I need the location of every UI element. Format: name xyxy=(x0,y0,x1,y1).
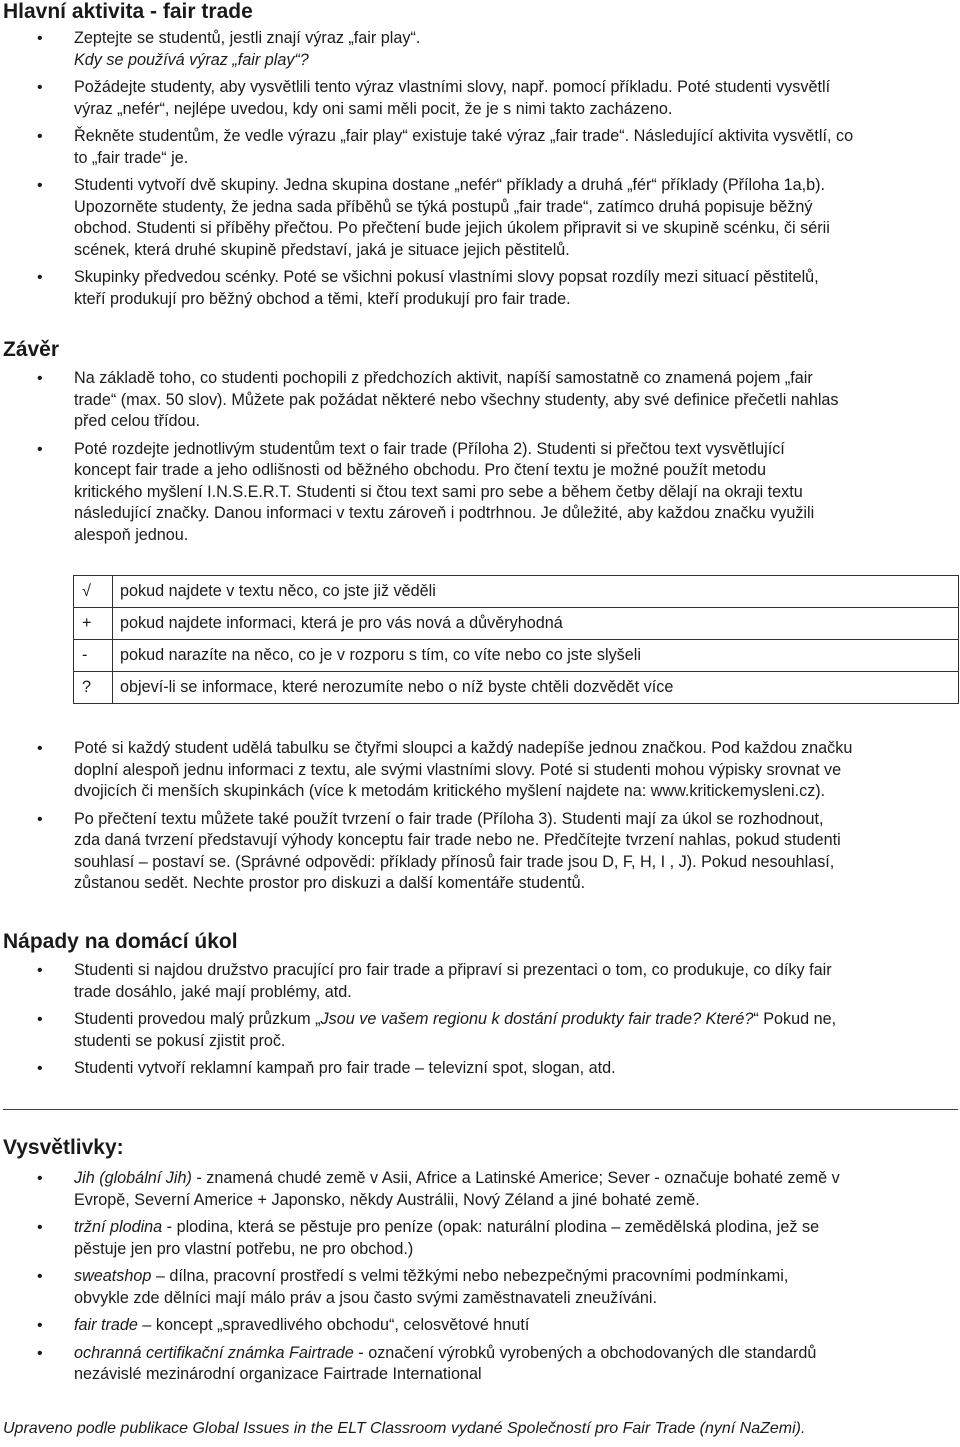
table-row xyxy=(74,608,959,640)
list-item: • Studenti si najdou družstvo pracující pro fair trade a připraví si prezentaci o tom, co produkuje, co díky fair trade dosáhlo, jaké mají problémy, atd. xyxy=(0,960,960,1003)
footer-wrap xyxy=(0,1420,960,1438)
conclusion-list-2 xyxy=(0,738,960,895)
source-note: Upraveno podle publikace Global Issues in the ELT Classroom vydané Společností pro Fair Trade (nyní NaZemi). xyxy=(3,1420,806,1437)
list-item: • Poté rozdejte jednotlivým studentům text o fair trade (Příloha 2). Studenti si přečtou text vysvětlující koncept fair trade a jeho odlišnosti od běžného obchodu. Pro čtení textu je možné použít metodu kritického myšlení I.N.S.E.R.T. Studenti si čtou text sami pro sebe a během četby dělají na okraji textu následující značky. Danou informaci v textu zároveň i podtrhnou. Je důležité, aby každou značku využili alespoň jednou. xyxy=(0,439,960,547)
mark-description: objeví-li se informace, které nerozumíte nebo o níž byste chtěli dozvědět více xyxy=(113,672,959,704)
list-item: • Na základě toho, co studenti pochopili z předchozích aktivit, napíší samostatně co znamená pojem „fair trade“ (max. 50 slov). Můžete pak požádat některé nebo všechny studenty, aby své definice přečetli nahlas před celou třídou. xyxy=(0,368,960,433)
insert-marks-table xyxy=(73,575,959,704)
list-item: • Studenti provedou malý průzkum „Jsou ve vašem regionu k dostání produkty fair trade? Které?“ Pokud ne, studenti se pokusí zjistit proč. xyxy=(0,1009,960,1052)
mark-description: pokud narazíte na něco, co je v rozporu s tím, co víte nebo co jste slyšeli xyxy=(113,640,959,672)
glossary-list xyxy=(0,1168,960,1386)
glossary-item: • tržní plodina - plodina, která se pěstuje pro peníze (opak: naturální plodina – zemědělská plodina, jež se pěstuje jen pro vlastní potřebu, ne pro obchod.) xyxy=(0,1217,960,1260)
glossary-item: • fair trade – koncept „spravedlivého obchodu“, celosvětové hnutí xyxy=(0,1315,960,1337)
list-item: • Studenti vytvoří dvě skupiny. Jedna skupina dostane „nefér“ příklady a druhá „fér“ příklady (Příloha 1a,b). Upozorněte studenty, že jedna sada příběhů se týká postupů „fair trade“, zatímco druhá popisuje běžný obchod. Studenti si příběhy přečtou. Po přečtení bude jejich úkolem připravit si ve skupině scénku, či sérii scének, která druhé skupině představí, jaká je situace jejich pěstitelů. xyxy=(0,175,960,261)
mark-symbol: + xyxy=(74,608,113,640)
section-main-activity xyxy=(0,0,960,310)
glossary-item: • Jih (globální Jih) - znamená chudé země v Asii, Africe a Latinské Americe; Sever - označuje bohaté země v Evropě, Severní Americe + Japonsko, někdy Austrálii, Nový Zéland a jiné bohaté země. xyxy=(0,1168,960,1211)
mark-description: pokud najdete informaci, která je pro vás nová a důvěryhodná xyxy=(113,608,959,640)
glossary-term: ochranná certifikační známka Fairtrade xyxy=(74,1343,354,1362)
glossary-term: sweatshop xyxy=(74,1267,152,1285)
list-item: • Skupinky předvedou scénky. Poté se všichni pokusí vlastními slovy popsat rozdíly mezi situací pěstitelů, kteří produkují pro běžný obchod a těmi, kteří produkují pro fair trade. xyxy=(0,267,960,310)
list-item: • Studenti vytvoří reklamní kampaň pro fair trade – televizní spot, slogan, atd. xyxy=(0,1058,960,1080)
mark-symbol: √ xyxy=(74,576,113,608)
mark-symbol: - xyxy=(74,640,113,672)
list-item: • Požádejte studenty, aby vysvětlili tento výraz vlastními slovy, např. pomocí příkladu. Poté studenti vysvětlí výraz „nefér“, nejlépe uvedou, kdy oni sami měli pocit, že je s nimi takto zacházeno. xyxy=(0,77,960,120)
glossary-term: tržní plodina xyxy=(74,1218,163,1236)
divider xyxy=(3,1109,958,1110)
glossary-item: • ochranná certifikační známka Fairtrade - označení výrobků vyrobených a obchodovaných dle standardů nezávislé mezinárodní organizace Fairtrade International xyxy=(0,1343,960,1386)
glossary-term: Jih (globální Jih) xyxy=(74,1169,192,1187)
marks-table-wrap xyxy=(0,575,960,704)
homework-list xyxy=(0,960,960,1080)
section-glossary xyxy=(0,1136,960,1386)
divider-wrap xyxy=(0,1109,960,1110)
list-item: • Zeptejte se studentů, jestli znají výraz „fair play“. Kdy se používá výraz „fair play“? xyxy=(0,28,960,71)
mark-symbol: ? xyxy=(74,672,113,704)
section-conclusion-cont xyxy=(0,738,960,895)
heading-glossary: Vysvětlivky: xyxy=(3,1136,124,1159)
list-item: • Po přečtení textu můžete také použít tvrzení o fair trade (Příloha 3). Studenti mají za úkol se rozhodnout, zda daná tvrzení představují výhody konceptu fair trade nebo ne. Předčítejte tvrzení nahlas, pokud studenti souhlasí – postaví se. (Správné odpovědi: příklady přínosů fair trade jsou D, F, H, I , J). Pokud nesouhlasí, zůstanou sedět. Nechte prostor pro diskuzi a další komentáře studentů. xyxy=(0,809,960,895)
heading-conclusion: Závěr xyxy=(3,338,60,361)
table-row xyxy=(74,640,959,672)
table-row xyxy=(74,672,959,704)
section-conclusion xyxy=(0,338,960,546)
heading-homework: Nápady na domácí úkol xyxy=(3,930,238,953)
glossary-item: • sweatshop – dílna, pracovní prostředí s velmi těžkými nebo nebezpečnými pracovními podmínkami, obvykle zde dělníci mají málo práv a jsou často svými zaměstnavateli zneužíváni. xyxy=(0,1266,960,1309)
list-item: • Řekněte studentům, že vedle výrazu „fair play“ existuje také výraz „fair trade“. Následující aktivita vysvětlí, co to „fair trade“ je. xyxy=(0,126,960,169)
list-item: • Poté si každý student udělá tabulku se čtyřmi sloupci a každý nadepíše jednou značkou. Pod každou značku doplní alespoň jednu informaci z textu, ale svými vlastními slovy. Poté si studenti mohou výpisky srovnat ve dvojicích či menších skupinkách (více k metodám kritického myšlení najdete na: www.kritickemysleni.cz). xyxy=(0,738,960,803)
glossary-term: fair trade xyxy=(74,1316,138,1334)
conclusion-list xyxy=(0,368,960,546)
main-activity-list xyxy=(0,28,960,310)
table-row xyxy=(74,576,959,608)
mark-description: pokud najdete v textu něco, co jste již věděli xyxy=(113,576,959,608)
section-homework xyxy=(0,930,960,1080)
heading-main-activity: Hlavní aktivita - fair trade xyxy=(3,0,253,23)
